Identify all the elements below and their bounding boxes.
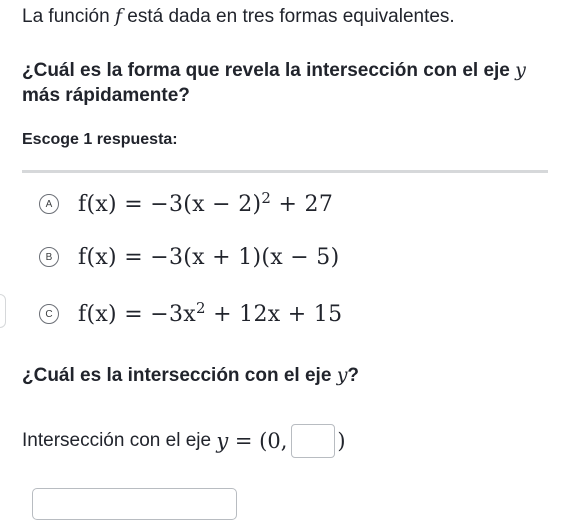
choice-a-expr: −3(x − 2) <box>150 191 262 217</box>
choice-c-letter: C <box>39 304 59 324</box>
question2-var: y <box>336 364 348 386</box>
choice-b-lhs: f(x) = <box>78 244 151 270</box>
intro-post: está dada en tres formas equivalentes. <box>127 6 455 27</box>
check-button[interactable] <box>32 488 237 520</box>
choice-c-expr: −3x <box>150 301 196 327</box>
question-heading <box>22 58 542 108</box>
intro-text <box>22 4 455 29</box>
answer-label: Intersección con el eje <box>22 430 212 451</box>
choice-c[interactable] <box>22 292 548 336</box>
answer-eq-var: y <box>216 429 229 453</box>
choice-a[interactable] <box>22 182 548 226</box>
choice-b-letter: B <box>39 247 59 267</box>
choice-b[interactable] <box>22 235 548 279</box>
question2-end: ? <box>347 365 360 386</box>
function-name: f <box>114 5 123 27</box>
question2-heading <box>22 364 359 387</box>
intro-pre: La función <box>22 6 110 27</box>
choice-a-lhs: f(x) = <box>78 191 151 217</box>
answer-eq-close: ) <box>337 429 346 453</box>
choice-c-lhs: f(x) = <box>78 301 151 327</box>
question-text: ¿Cuál es la forma que revela la intersección con el eje <box>22 60 510 81</box>
question-text2: más rápidamente? <box>22 85 190 106</box>
answer-row <box>22 424 346 458</box>
choice-a-letter: A <box>39 194 59 214</box>
choice-b-expr: −3(x + 1)(x − 5) <box>150 244 340 270</box>
choice-c-tail: + 12x + 15 <box>205 301 343 327</box>
answer-equation <box>216 429 287 453</box>
question-var: y <box>515 59 526 81</box>
choice-instruction: Escoge 1 respuesta: <box>22 131 178 148</box>
choice-c-exp: 2 <box>196 298 206 317</box>
y-intercept-input[interactable] <box>291 424 335 458</box>
answer-eq-open: = (0, <box>228 429 288 453</box>
choice-c-math <box>78 298 343 327</box>
choice-a-math <box>78 188 334 217</box>
choice-b-math <box>78 245 339 270</box>
question2-text: ¿Cuál es la intersección con el eje <box>22 365 332 386</box>
side-tab[interactable] <box>0 294 6 328</box>
choice-a-tail: + 27 <box>271 191 334 217</box>
choice-a-exp: 2 <box>261 188 272 207</box>
divider <box>22 170 548 173</box>
